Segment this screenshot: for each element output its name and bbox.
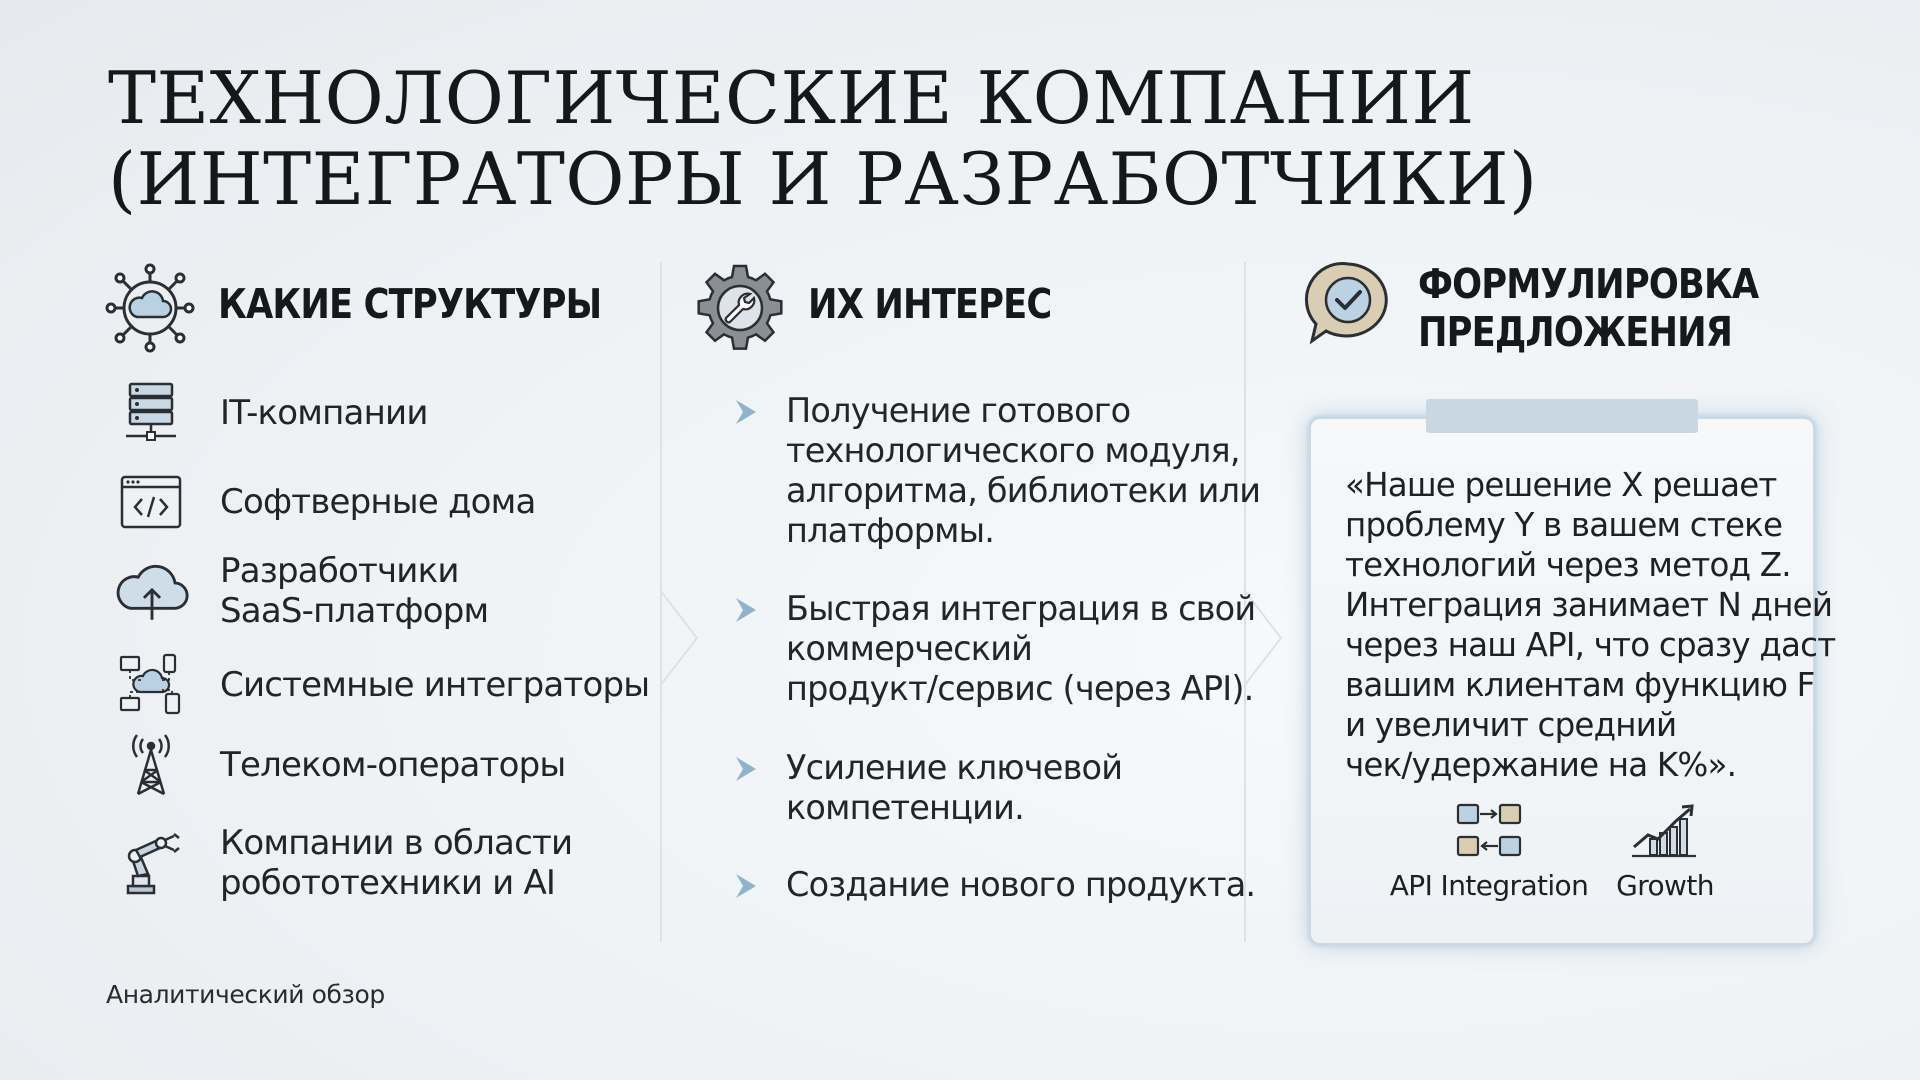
- chat-check-icon: [1302, 258, 1394, 350]
- server-icon: [118, 380, 184, 446]
- chevron-right-icon: [734, 399, 758, 425]
- chevron-right-icon: [734, 873, 758, 899]
- interest-bullet: [734, 589, 1256, 709]
- interest-heading: ИХ ИНТЕРЕС: [808, 280, 1052, 328]
- list-item: [108, 462, 628, 542]
- feature-growth: [1605, 801, 1725, 902]
- chevron-right-icon: [734, 597, 758, 623]
- interest-bullet: [734, 865, 1256, 905]
- card-tab: [1426, 399, 1698, 433]
- robot-arm-icon: [118, 830, 184, 896]
- api-integration-icon: [1454, 801, 1524, 859]
- list-item-label: Компании в области робототехники и AI: [220, 823, 573, 903]
- interest-bullet: [734, 391, 1261, 551]
- title-line-1: ТЕХНОЛОГИЧЕСКИЕ КОМПАНИИ: [108, 56, 1475, 140]
- offer-heading: ФОРМУЛИРОВКА ПРЕДЛОЖЕНИЯ: [1418, 260, 1759, 356]
- list-item-label: Разработчики SaaS-платформ: [220, 551, 489, 631]
- page-title: [108, 58, 1538, 220]
- offer-card: [1308, 416, 1836, 946]
- list-item: [108, 725, 628, 805]
- footer-caption: Аналитический обзор: [106, 980, 385, 1009]
- bullet-text: Создание нового продукта.: [786, 865, 1256, 904]
- bullet-text: Получение готового технологического модуля, алгоритма, библиотеки или платформы.: [786, 391, 1261, 550]
- list-item: [108, 645, 650, 725]
- offer-quote: «Наше решение X решает проблему Y в вашем стеке технологий через метод Z. Интеграция занимает N дней через наш API, что сразу даст вашим клиентам функцию F и увеличит средний чек/удержание на K%».: [1345, 466, 1836, 784]
- list-item-label: Системные интеграторы: [220, 665, 650, 705]
- bullet-text: Быстрая интеграция в свой коммерческий продукт/сервис (через API).: [786, 589, 1256, 708]
- list-item: [108, 551, 628, 631]
- feature-label: Growth: [1616, 869, 1714, 902]
- list-item: [108, 823, 628, 903]
- radio-tower-icon: [118, 732, 184, 798]
- growth-chart-icon: [1630, 801, 1700, 859]
- interest-bullet: [734, 748, 1204, 828]
- bullet-text: Усиление ключевой компетенции.: [786, 748, 1123, 827]
- structures-heading: КАКИЕ СТРУКТУРЫ: [218, 280, 602, 328]
- cloud-network-icon: [104, 262, 196, 354]
- list-item-label: IT-компании: [220, 393, 428, 433]
- network-devices-icon: [118, 652, 184, 718]
- list-item-label: Телеком-операторы: [220, 745, 566, 785]
- code-window-icon: [118, 469, 184, 535]
- list-item: [108, 373, 628, 453]
- feature-label: API Integration: [1389, 869, 1589, 902]
- chevron-right-icon: [734, 756, 758, 782]
- list-item-label: Софтверные дома: [220, 482, 536, 522]
- gear-wrench-icon: [694, 262, 786, 354]
- title-line-2: (ИНТЕГРАТОРЫ И РАЗРАБОТЧИКИ): [108, 137, 1538, 221]
- divider-chevron-icon: [659, 590, 699, 686]
- cloud-upload-icon: [114, 553, 190, 629]
- feature-api-integration: [1389, 801, 1589, 902]
